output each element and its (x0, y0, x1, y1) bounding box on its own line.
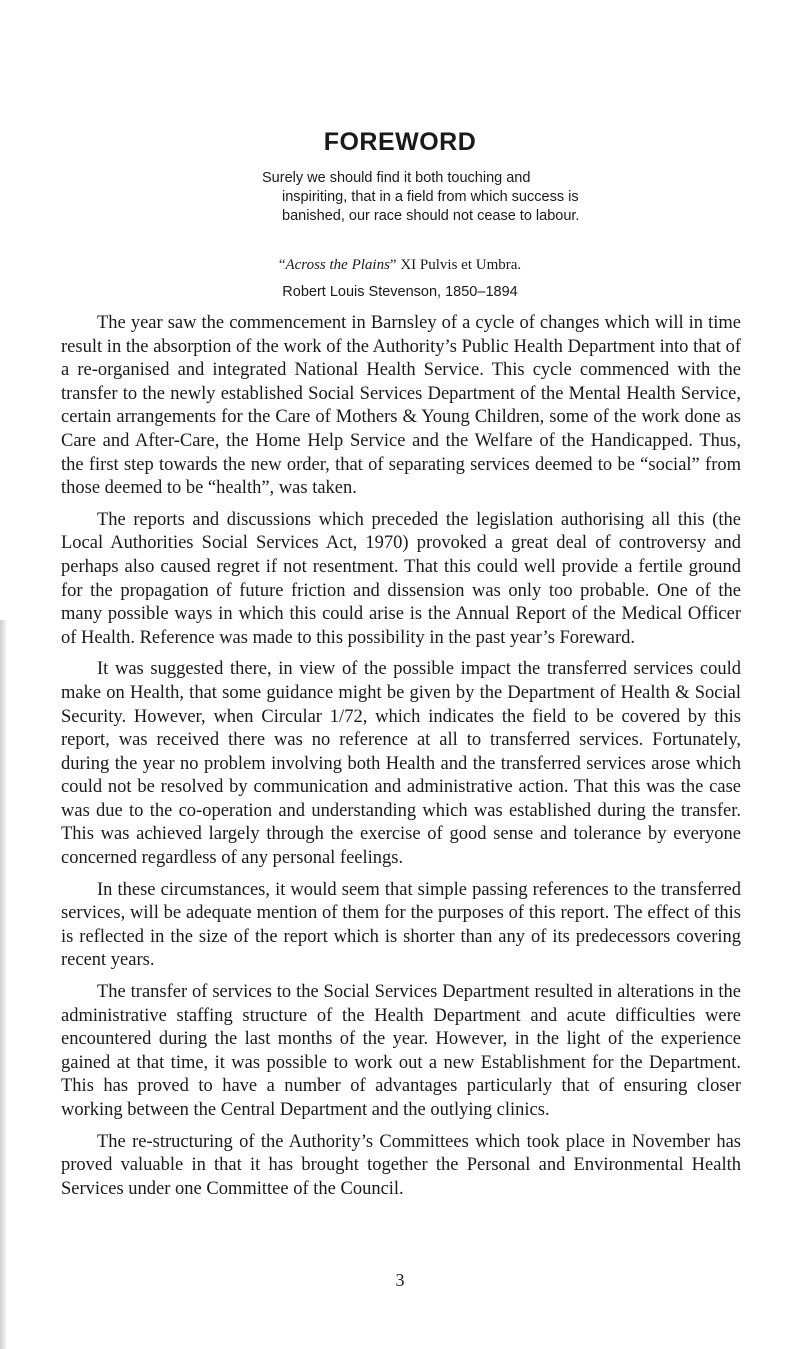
source-rest: XI Pulvis et Umbra. (396, 257, 522, 273)
paragraph: The year saw the commencement in Barnsley of a cycle of changes which will in time result in the absorption of the work of the Authority’s Public Health Department into that of a re-organised and integrated National Health Service. This cycle commenced with the transfer to the newly established Social Services Department of the Mental Health Service, certain arrangements for the Care of Mothers & Young Children, some of the work done as Care and After-Care, the Home Help Service and the Welfare of the Handicapped. Thus, the first step towards the new order, that of separating services deemed to be “social” from those deemed to be “health”, was taken. (61, 313, 741, 499)
epigraph-line: banished, our race should not cease to labour. (282, 208, 580, 224)
paragraph: The re-structuring of the Authority’s Committees which took place in November has proved valuable in that it has brought together the Personal and Environmental Health Services under one Committee of the Council. (61, 1131, 741, 1199)
page-number: 3 (395, 1270, 405, 1290)
epigraph-line: inspiriting, that in a field from which success is (282, 189, 579, 205)
page-edge-shadow (0, 620, 6, 1349)
paragraph: The transfer of services to the Social Services Department resulted in alterations in the administrative staffing structure of the Health Department and acute difficulties were encountered during the last months of the year. However, in the light of the experience gained at that time, it was possible to work out a new Establishment for the Department. This has proved to have a number of advantages particularly that of ensuring closer working between the Central Department and the outlying clinics. (61, 982, 741, 1120)
paragraph: In these circumstances, it would seem that simple passing references to the transferred services, will be adequate mention of them for the purposes of this report. The effect of this is reflected in the size of the report which is shorter than any of its predecessors covering recent years. (61, 879, 741, 971)
epigraph-quote (262, 169, 580, 226)
epigraph-author: Robert Louis Stevenson, 1850–1894 (282, 284, 518, 300)
source-title: Across the Plains (285, 257, 390, 273)
paragraph: The reports and discussions which preceded the legislation authorising all this (the Local Authorities Social Services Act, 1970) provoked a great deal of controversy and perhaps also caused regret if not resentment. That this could well provide a fertile ground for the propagation of future friction and dissension was only too probable. One of the many possible ways in which this could arise is the Annual Report of the Medical Officer of Health. Reference was made to this possibility in the past year’s Foreward. (61, 509, 741, 648)
page-title: FOREWORD (323, 128, 477, 156)
epigraph-source: “Across the Plains” XI Pulvis et Umbra. (278, 257, 522, 273)
foreword-body (61, 312, 741, 1209)
epigraph-line: Surely we should find it both touching and (262, 170, 531, 186)
paragraph: It was suggested there, in view of the possible impact the transferred services could make on Health, that some guidance might be given by the Department of Health & Social Security. However, when Circular 1/72, which indicates the field to be covered by this report, was received there was no reference at all to transferred services. Fortunately, during the year no problem involving both Health and the transferred services arose which could not be resolved by communication and administrative action. That this was the case was due to the co-operation and understanding which was established during the transfer. This was achieved largely through the exercise of good sense and tolerance by everyone concerned regardless of any personal feelings. (61, 659, 741, 869)
